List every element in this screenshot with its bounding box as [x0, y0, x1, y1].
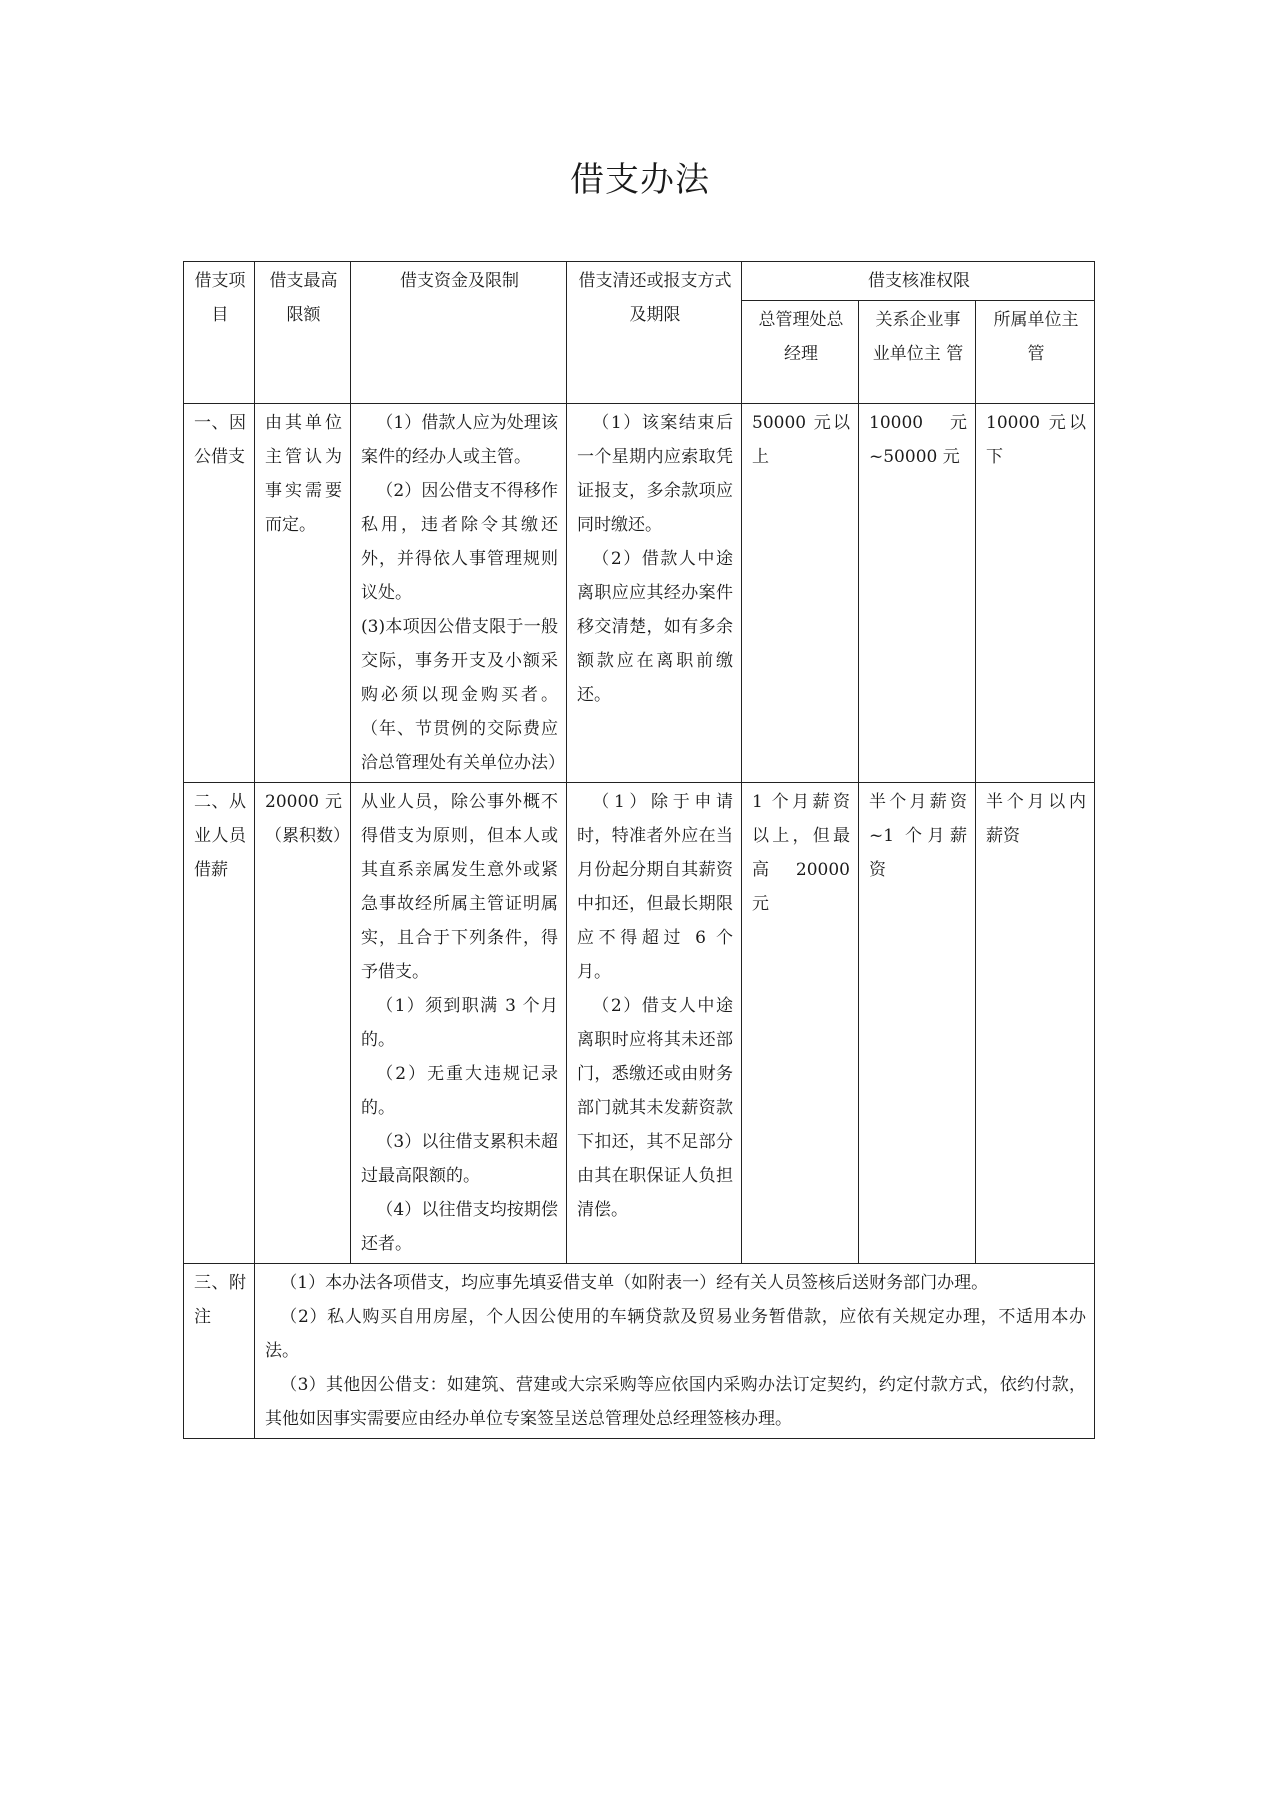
- row-approval-affiliate: 10000 元~50000 元: [859, 404, 976, 783]
- list-item: （4）以往借支均按期偿还者。: [361, 1200, 558, 1254]
- row-max-limit: 由其单位主管认为事实需要而定。: [255, 404, 351, 783]
- list-item: （1）借款人应为处理该案件的经办人或主管。: [361, 413, 558, 467]
- row-max-limit: 20000 元（累积数）: [255, 783, 351, 1264]
- row-funds-limits: [351, 783, 567, 1264]
- row-approval-affiliate: 半个月薪资~1 个月薪资: [859, 783, 976, 1264]
- row-item: 二、从业人员借薪: [184, 783, 255, 1264]
- header-approval: 借支核准权限: [742, 262, 1095, 301]
- list-item: （2）因公借支不得移作私用，违者除令其缴还外，并得依人事管理规则议处。: [361, 481, 558, 603]
- page-title: 借支办法: [570, 160, 710, 200]
- list-item: (3)本项因公借支限于一般交际，事务开支及小额采购必须以现金购买者。（年、节贯例的交际费应洽总管理处有关单位办法）: [361, 617, 565, 773]
- header-approver-affiliate: 关系企业事业单位主 管: [859, 301, 976, 404]
- row-repayment: [567, 404, 742, 783]
- list-item: （1）该案结束后一个星期内应索取凭证报支，多余款项应同时缴还。: [577, 413, 733, 535]
- policy-table: [183, 261, 1095, 1439]
- header-funds-limits: 借支资金及限制: [351, 262, 567, 404]
- header-approver-head-office: 总管理处总 经理: [742, 301, 859, 404]
- list-item: （2）借支人中途离职时应将其未还部门，悉缴还或由财务部门就其未发薪资款下扣还，其不足部分由其在职保证人负担清偿。: [577, 996, 733, 1220]
- table-header-row: [184, 262, 1095, 301]
- list-item: 从业人员，除公事外概不得借支为原则，但本人或其直系亲属发生意外或紧急事故经所属主管证明属实，且合于下列条件，得予借支。: [361, 792, 558, 982]
- list-item: （2）无重大违规记录的。: [361, 1064, 558, 1118]
- header-repayment: 借支清还或报支方式及期限: [567, 262, 742, 404]
- row-repayment: [567, 783, 742, 1264]
- list-item: （1）须到职满 3 个月的。: [361, 996, 558, 1050]
- header-approver-unit: 所属单位主 管: [976, 301, 1095, 404]
- row-approval-head-office: 50000 元以上: [742, 404, 859, 783]
- list-item: （2）借款人中途离职应应其经办案件移交清楚，如有多余额款应在离职前缴还。: [577, 549, 733, 705]
- row-item: 一、因公借支: [184, 404, 255, 783]
- list-item: （3）其他因公借支：如建筑、营建或大宗采购等应依国内采购办法订定契约，约定付款方式，依约付款，其他如因事实需要应由经办单位专案签呈送总管理处总经理签核办理。: [265, 1375, 1087, 1429]
- row-approval-unit: 半个月以内薪资: [976, 783, 1095, 1264]
- row-funds-limits: [351, 404, 567, 783]
- list-item: （1）本办法各项借支，均应事先填妥借支单（如附表一）经有关人员签核后送财务部门办理。: [280, 1273, 989, 1293]
- table-row-salary-loan: [184, 783, 1095, 1264]
- header-max-limit: 借支最高限额: [255, 262, 351, 404]
- header-item: 借支项目: [184, 262, 255, 404]
- table-row-official-loan: [184, 404, 1095, 783]
- row-item: 三、附注: [184, 1264, 255, 1439]
- table-row-notes: [184, 1264, 1095, 1439]
- list-item: （1）除于申请时，特准者外应在当月份起分期自其薪资中扣还，但最长期限应不得超过 6 个月。: [577, 792, 733, 982]
- row-approval-head-office: 1 个月薪资以上，但最高 20000 元: [742, 783, 859, 1264]
- list-item: （2）私人购买自用房屋，个人因公使用的车辆贷款及贸易业务暂借款，应依有关规定办理，不适用本办法。: [265, 1307, 1087, 1361]
- row-approval-unit: 10000 元以下: [976, 404, 1095, 783]
- notes-content: [255, 1264, 1095, 1439]
- list-item: （3）以往借支累积未超过最高限额的。: [361, 1132, 558, 1186]
